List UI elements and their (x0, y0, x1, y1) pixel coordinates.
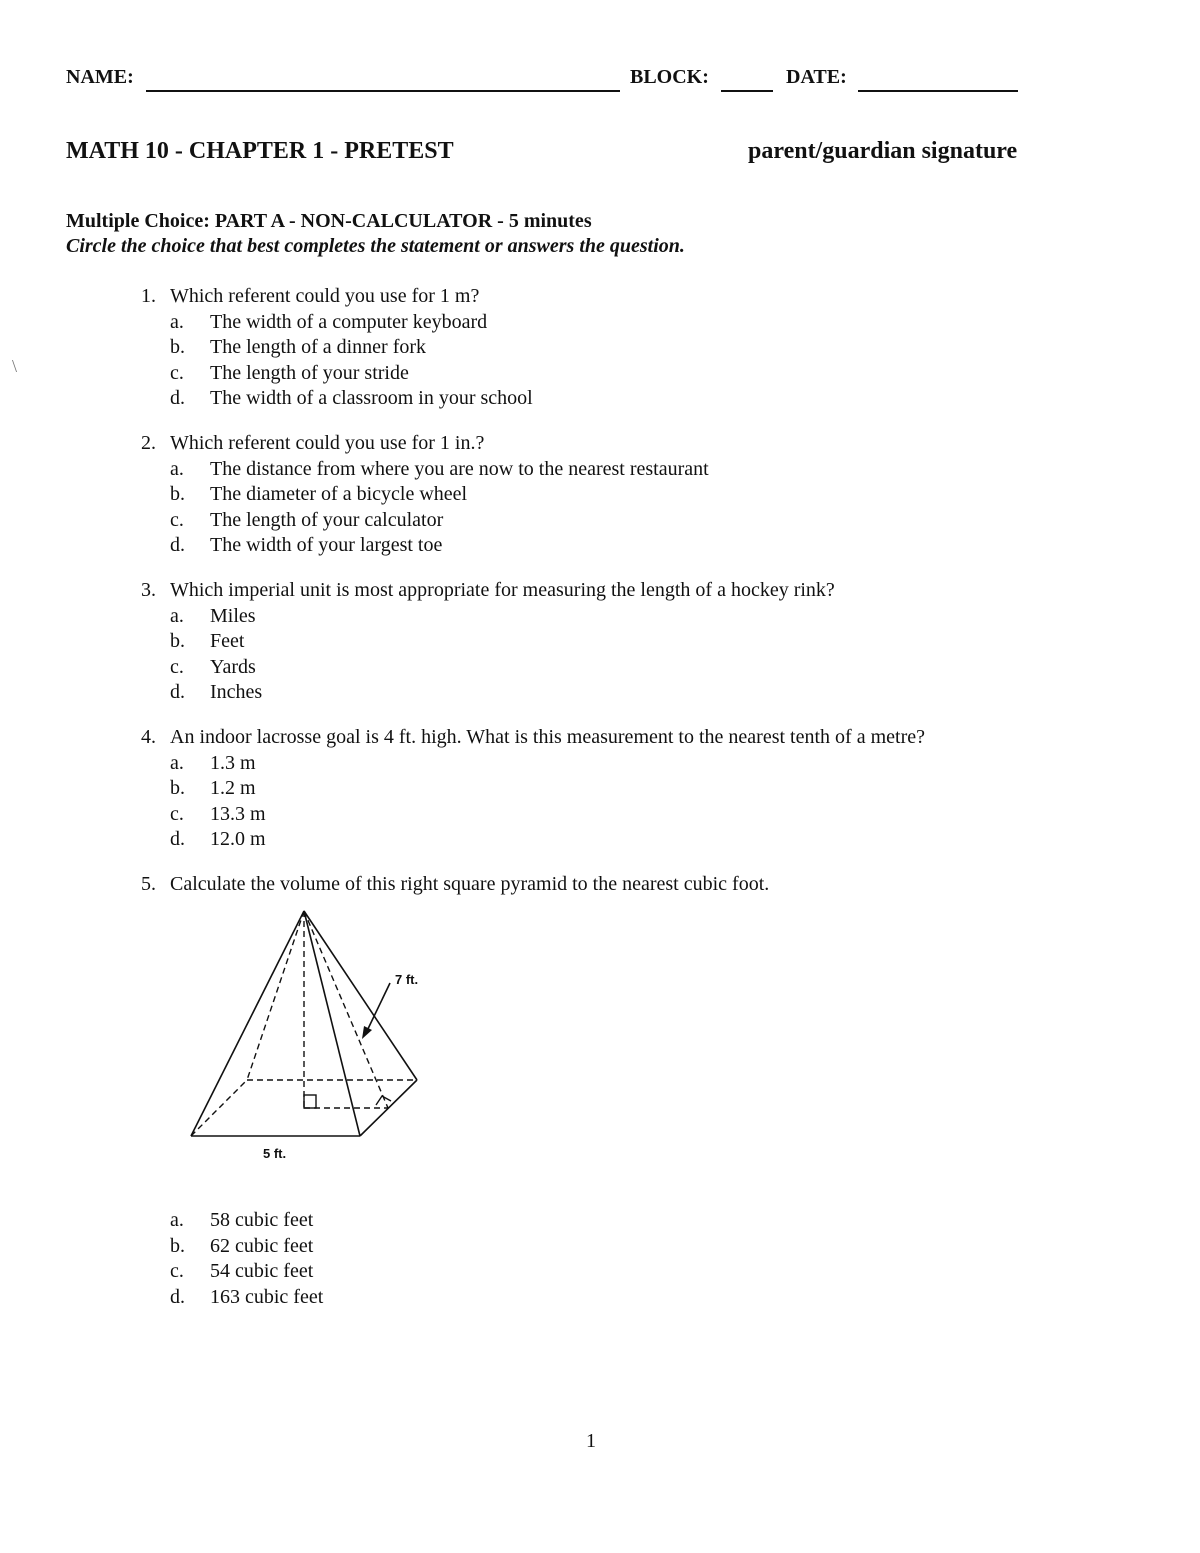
option-text: The width of a classroom in your school (210, 387, 533, 410)
section-heading: Multiple Choice: PART A - NON-CALCULATOR - 5 minutes (66, 210, 592, 232)
option-letter: a. (170, 457, 184, 480)
option-letter: b. (170, 1234, 185, 1257)
pyramid-figure (180, 905, 440, 1170)
base-length-label: 5 ft. (263, 1146, 287, 1161)
signature-label: parent/guardian signature (748, 138, 1018, 164)
page-title: MATH 10 - CHAPTER 1 - PRETEST (66, 138, 454, 164)
instruction-post: completes the statement or answers the question. (279, 235, 685, 257)
question-number: 3. (141, 579, 156, 601)
option-letter: c. (170, 1260, 184, 1283)
option-letter: b. (170, 630, 185, 653)
option-text: The width of your largest toe (210, 534, 443, 557)
date-field[interactable] (858, 90, 1018, 92)
option-letter: d. (170, 534, 185, 557)
option-letter: c. (170, 361, 184, 384)
question-stem: Calculate the volume of this right square pyramid to the nearest cubic foot. (170, 873, 770, 895)
option-letter: d. (170, 1285, 185, 1308)
question-stem: An indoor lacrosse goal is 4 ft. high. What is this measurement to the nearest tenth of a metre? (170, 726, 925, 748)
option-letter: c. (170, 508, 184, 531)
option-letter: a. (170, 1209, 184, 1231)
question-number: 1. (141, 285, 156, 307)
question-stem: Which referent could you use for 1 in.? (170, 432, 485, 454)
scan-mark: \ (12, 356, 18, 376)
option-text: 1.3 m (210, 751, 256, 774)
option-letter: d. (170, 681, 185, 704)
option-text: The length of your stride (210, 361, 409, 384)
section-instruction (66, 235, 685, 258)
pyramid-diagram (180, 905, 440, 1170)
question-number: 2. (141, 432, 156, 454)
page-number: 1 (586, 1430, 596, 1452)
option-text: 54 cubic feet (210, 1260, 314, 1283)
option-text: 12.0 m (210, 828, 266, 851)
block-field[interactable] (721, 90, 773, 92)
question-number: 5. (141, 873, 156, 895)
instruction-pre: Circle the choice that (66, 235, 248, 257)
option-letter: b. (170, 336, 185, 359)
option-letter: c. (170, 802, 184, 825)
option-letter: c. (170, 655, 184, 678)
option-text: 13.3 m (210, 802, 266, 825)
option-text: 62 cubic feet (210, 1234, 314, 1257)
option-text: The length of a dinner fork (210, 336, 427, 359)
option-text: 163 cubic feet (210, 1285, 324, 1308)
name-field[interactable] (146, 90, 620, 92)
option-text: Miles (210, 604, 256, 627)
option-text: The length of your calculator (210, 508, 444, 531)
option-text: 58 cubic feet (210, 1209, 314, 1231)
option-letter: b. (170, 777, 185, 800)
date-label: DATE: (786, 66, 847, 88)
option-letter: d. (170, 387, 185, 410)
question-number: 4. (141, 726, 156, 748)
block-label: BLOCK: (630, 66, 709, 88)
question-stem: Which imperial unit is most appropriate for measuring the length of a hockey rink? (170, 579, 835, 601)
option-letter: a. (170, 604, 184, 627)
option-text: 1.2 m (210, 777, 256, 800)
slant-height-label: 7 ft. (395, 972, 419, 987)
option-text: The diameter of a bicycle wheel (210, 483, 468, 506)
name-label: NAME: (66, 66, 134, 88)
option-text: Inches (210, 681, 263, 704)
option-letter: b. (170, 483, 185, 506)
option-text: Feet (210, 630, 245, 653)
option-text: The distance from where you are now to the nearest restaurant (210, 457, 709, 480)
instruction-emphasis: best (247, 235, 280, 257)
option-letter: a. (170, 310, 184, 333)
header-row (66, 66, 1026, 96)
question-stem: Which referent could you use for 1 m? (170, 285, 480, 307)
option-text: Yards (210, 655, 256, 678)
option-letter: a. (170, 751, 184, 774)
option-letter: d. (170, 828, 185, 851)
option-text: The width of a computer keyboard (210, 310, 488, 333)
